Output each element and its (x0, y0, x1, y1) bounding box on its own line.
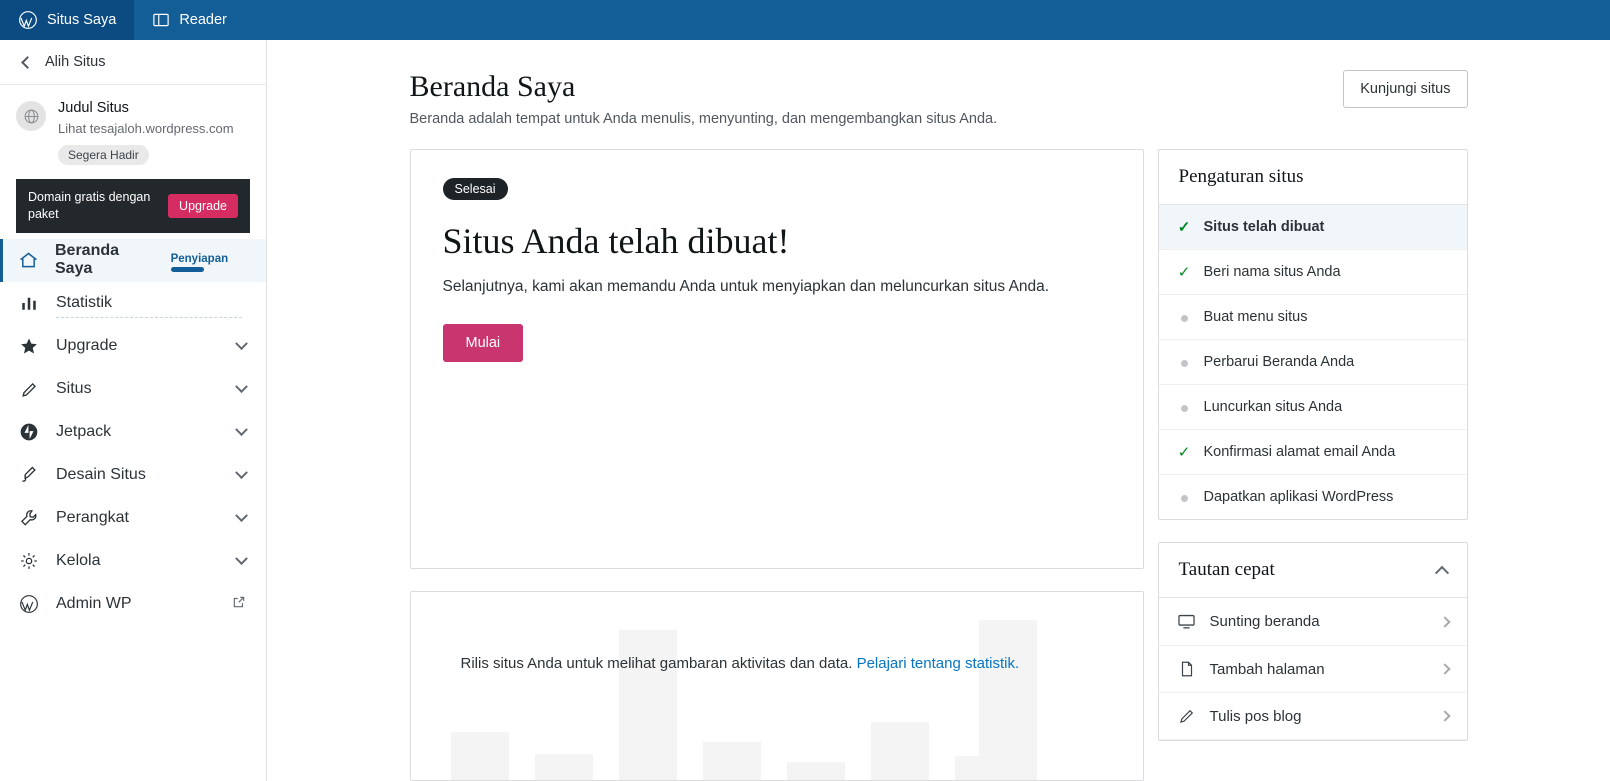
site-setup-header (1159, 150, 1467, 205)
sidebar-item-kelola[interactable] (0, 540, 266, 583)
bullet-icon (1177, 355, 1192, 370)
jetpack-icon (18, 422, 40, 442)
home-icon (18, 250, 39, 271)
pencil-icon (1177, 707, 1197, 725)
site-setup-title: Pengaturan situs (1178, 166, 1304, 187)
site-switcher[interactable] (0, 40, 266, 85)
sidebar-item-situs[interactable] (0, 368, 266, 411)
hero-card (410, 149, 1144, 569)
task-item[interactable] (1159, 385, 1467, 430)
masthead-label-reader: Reader (179, 12, 227, 28)
reader-icon (152, 11, 170, 29)
page-layout (0, 40, 1610, 781)
task-label: Konfirmasi alamat email Anda (1203, 444, 1396, 460)
bullet-icon (1177, 490, 1192, 505)
chevron-down-icon (235, 552, 248, 565)
sidebar-item-label: Desain Situs (56, 466, 146, 484)
masthead (0, 0, 1610, 40)
sidebar-item-label: Statistik (56, 294, 113, 312)
secondary-column (1158, 149, 1468, 741)
chevron-down-icon (235, 380, 248, 393)
sidebar-item-label: Kelola (56, 552, 101, 570)
wrench-icon (18, 508, 40, 528)
page-header (410, 40, 1468, 149)
gear-icon (18, 551, 40, 571)
site-title: Judul Situs (58, 100, 129, 116)
stats-empty-message (461, 652, 1083, 675)
quick-link-label: Tulis pos blog (1209, 707, 1302, 725)
chevron-down-icon (235, 423, 248, 436)
quick-link-edit-homepage[interactable] (1159, 598, 1467, 646)
chevron-down-icon (235, 337, 248, 350)
masthead-label-my-sites: Situs Saya (47, 12, 117, 28)
site-url: Lihat tesajaloh.wordpress.com (58, 120, 234, 136)
monitor-icon (1177, 612, 1197, 631)
sidebar-item-label: Admin WP (56, 595, 132, 613)
sidebar-item-desain-situs[interactable] (0, 454, 266, 497)
page-icon (1177, 660, 1197, 678)
stats-placeholder-chart (411, 592, 1143, 780)
task-label: Buat menu situs (1203, 309, 1308, 325)
sidebar-item-label: Beranda Saya (55, 242, 120, 278)
main-content (267, 40, 1610, 781)
task-item[interactable] (1159, 205, 1467, 250)
hero-title: Situs Anda telah dibuat! (442, 221, 790, 261)
site-card[interactable] (0, 85, 266, 175)
quick-link-label: Tambah halaman (1209, 660, 1325, 678)
sidebar-item-label: Jetpack (56, 423, 112, 441)
site-switcher-label: Alih Situs (45, 54, 106, 70)
brush-icon (18, 465, 40, 485)
chart-icon (18, 294, 40, 312)
star-icon (18, 336, 40, 356)
wordpress-icon (18, 10, 38, 30)
wordpress-icon (18, 594, 40, 614)
sidebar-item-label: Upgrade (56, 337, 118, 355)
sidebar-item-beranda-saya[interactable] (0, 239, 266, 282)
sidebar-item-label: Situs (56, 380, 92, 398)
pencil-icon (18, 380, 40, 399)
chevron-left-icon (21, 56, 34, 69)
sidebar-item-label: Perangkat (56, 509, 129, 527)
task-item[interactable] (1159, 430, 1467, 475)
sidebar-item-admin-wp[interactable] (0, 583, 266, 626)
chevron-right-icon (1439, 710, 1450, 721)
task-label: Beri nama situs Anda (1203, 264, 1341, 280)
globe-icon (16, 101, 46, 131)
upgrade-button[interactable]: Upgrade (168, 194, 238, 218)
chevron-right-icon (1439, 616, 1450, 627)
setup-progress-label: Penyiapan (170, 252, 229, 265)
start-button[interactable]: Mulai (443, 324, 524, 362)
task-item[interactable] (1159, 250, 1467, 295)
sidebar-item-jetpack[interactable] (0, 411, 266, 454)
task-label: Dapatkan aplikasi WordPress (1203, 489, 1394, 505)
quick-links-panel (1158, 542, 1468, 741)
task-item[interactable] (1159, 340, 1467, 385)
stats-learn-more-link[interactable]: Pelajari tentang statistik. (856, 655, 1020, 672)
task-item[interactable] (1159, 475, 1467, 519)
quick-link-write-post[interactable] (1159, 693, 1467, 740)
upsell-banner (16, 179, 250, 233)
chevron-right-icon (1439, 663, 1450, 674)
sidebar-item-statistik[interactable] (0, 282, 266, 325)
task-label: Situs telah dibuat (1203, 219, 1325, 235)
quick-link-label: Sunting beranda (1209, 613, 1320, 630)
status-badge: Segera Hadir (58, 145, 149, 165)
check-icon: ✓ (1177, 443, 1191, 461)
progress-bar (171, 267, 204, 272)
quick-links-title: Tautan cepat (1178, 559, 1275, 580)
sidebar-item-upgrade[interactable] (0, 325, 266, 368)
hero-text: Selanjutnya, kami akan memandu Anda untuk menyiapkan dan meluncurkan situs Anda. (442, 278, 1050, 295)
page-subtitle: Beranda adalah tempat untuk Anda menulis, menyunting, dan mengembangkan situs Anda. (409, 111, 998, 127)
chevron-down-icon (235, 509, 248, 522)
hero-badge: Selesai (443, 178, 508, 200)
sidebar-nav (0, 239, 266, 626)
sidebar-item-perangkat[interactable] (0, 497, 266, 540)
quick-link-add-page[interactable] (1159, 646, 1467, 693)
check-icon: ✓ (1177, 263, 1191, 281)
progress-track (171, 267, 244, 272)
divider (56, 317, 242, 318)
stats-card (410, 591, 1144, 781)
site-setup-panel (1158, 149, 1468, 520)
chevron-down-icon (235, 466, 248, 479)
task-label: Luncurkan situs Anda (1203, 399, 1343, 415)
external-link-icon (232, 595, 246, 614)
task-label: Perbarui Beranda Anda (1203, 354, 1355, 370)
page-title: Beranda Saya (409, 70, 576, 103)
bullet-icon (1177, 400, 1192, 415)
masthead-item-reader[interactable] (134, 0, 245, 40)
quick-links-header[interactable] (1159, 543, 1467, 598)
stats-empty-text: Rilis situs Anda untuk melihat gambaran aktivitas dan data. (460, 655, 853, 672)
visit-site-button[interactable]: Kunjungi situs (1343, 70, 1467, 108)
primary-column (410, 149, 1144, 781)
upsell-text: Domain gratis dengan paket (28, 190, 151, 221)
bullet-icon (1177, 310, 1192, 325)
task-item[interactable] (1159, 295, 1467, 340)
sidebar (0, 40, 267, 781)
setup-progress (171, 249, 244, 272)
check-icon: ✓ (1177, 218, 1191, 236)
chevron-up-icon[interactable] (1434, 566, 1448, 580)
masthead-item-my-sites[interactable] (0, 0, 134, 40)
